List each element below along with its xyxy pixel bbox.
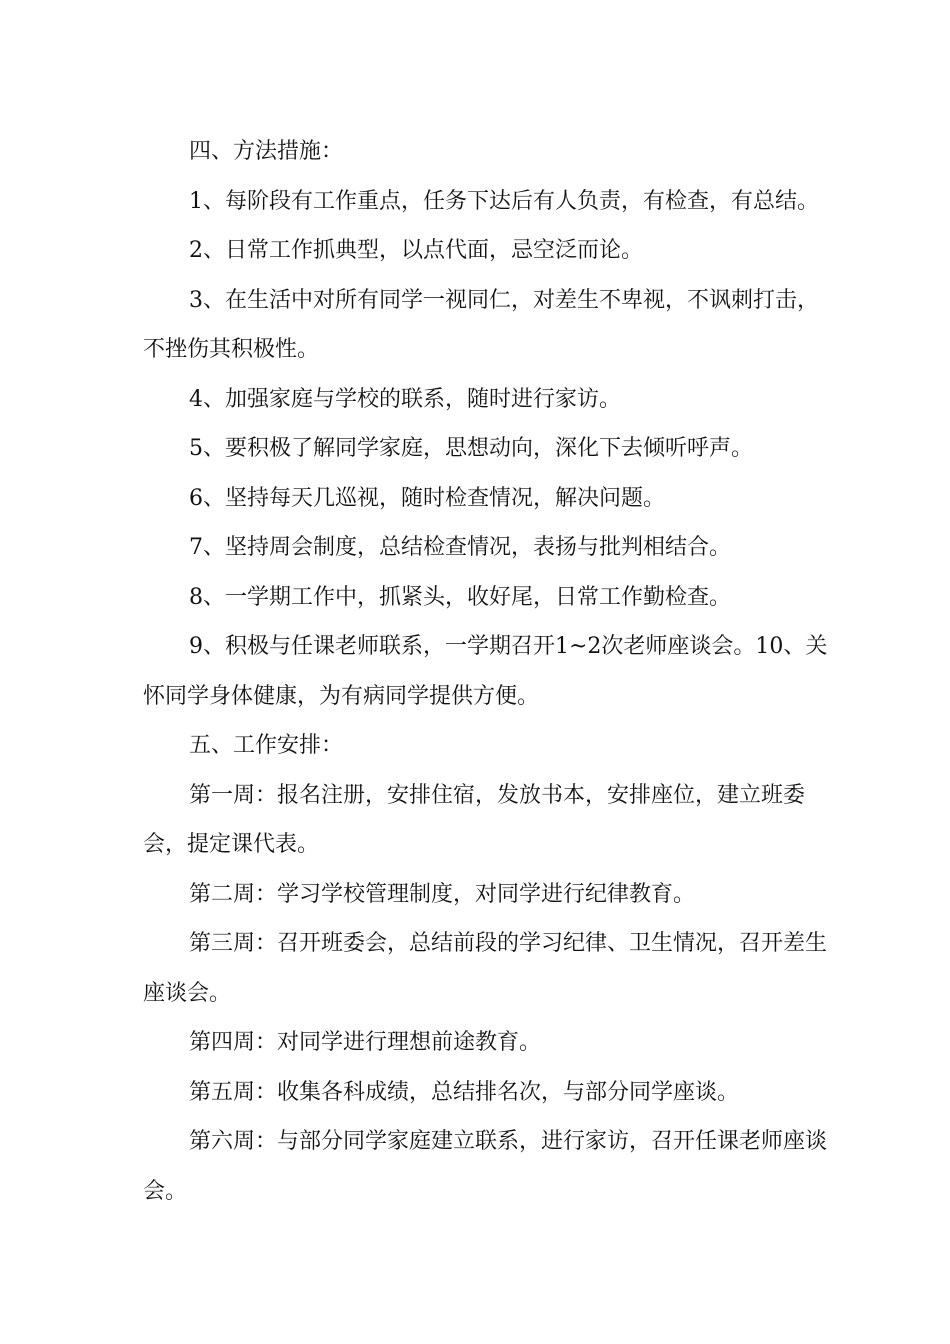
schedule-week-2: 第二周：学习学校管理制度，对同学进行纪律教育。 <box>189 881 696 907</box>
document-body <box>143 127 833 1216</box>
method-item-9-10: 9、积极与任课老师联系，一学期召开1~2次老师座谈会。10、关怀同学身体健康，为有病同学提供方便。 <box>143 634 828 709</box>
schedule-week-4: 第四周：对同学进行理想前途教育。 <box>189 1030 542 1055</box>
method-item-6: 6、坚持每天几巡视，随时检查情况，解决问题。 <box>189 485 665 511</box>
schedule-week-5: 第五周：收集各科成绩，总结排名次，与部分同学座谈。 <box>189 1079 740 1105</box>
method-item-2: 2、日常工作抓典型，以点代面，忌空泛而论。 <box>189 238 643 263</box>
method-item-8: 8、一学期工作中，抓紧头，收好尾，日常工作勤检查。 <box>189 584 731 610</box>
schedule-week-6: 第六周：与部分同学家庭建立联系，进行家访，召开任课老师座谈会。 <box>143 1129 828 1204</box>
schedule-week-1: 第一周：报名注册，安排住宿，发放书本，安排座位，建立班委会，提定课代表。 <box>143 782 806 857</box>
method-item-7: 7、坚持周会制度，总结检查情况，表扬与批判相结合。 <box>189 535 731 560</box>
method-item-3: 3、在生活中对所有同学一视同仁，对差生不卑视，不讽刺打击，不挫伤其积极性。 <box>143 287 819 362</box>
method-item-5: 5、要积极了解同学家庭，思想动向，深化下去倾听呼声。 <box>189 436 753 461</box>
schedule-week-3: 第三周：召开班委会，总结前段的学习纪律、卫生情况，召开差生座谈会。 <box>143 931 828 1006</box>
section-heading-methods: 四、方法措施： <box>189 139 344 164</box>
section-heading-schedule: 五、工作安排： <box>189 733 344 758</box>
method-item-1: 1、每阶段有工作重点，任务下达后有人负责，有检查，有总结。 <box>189 188 819 214</box>
method-item-4: 4、加强家庭与学校的联系，随时进行家访。 <box>189 386 621 412</box>
